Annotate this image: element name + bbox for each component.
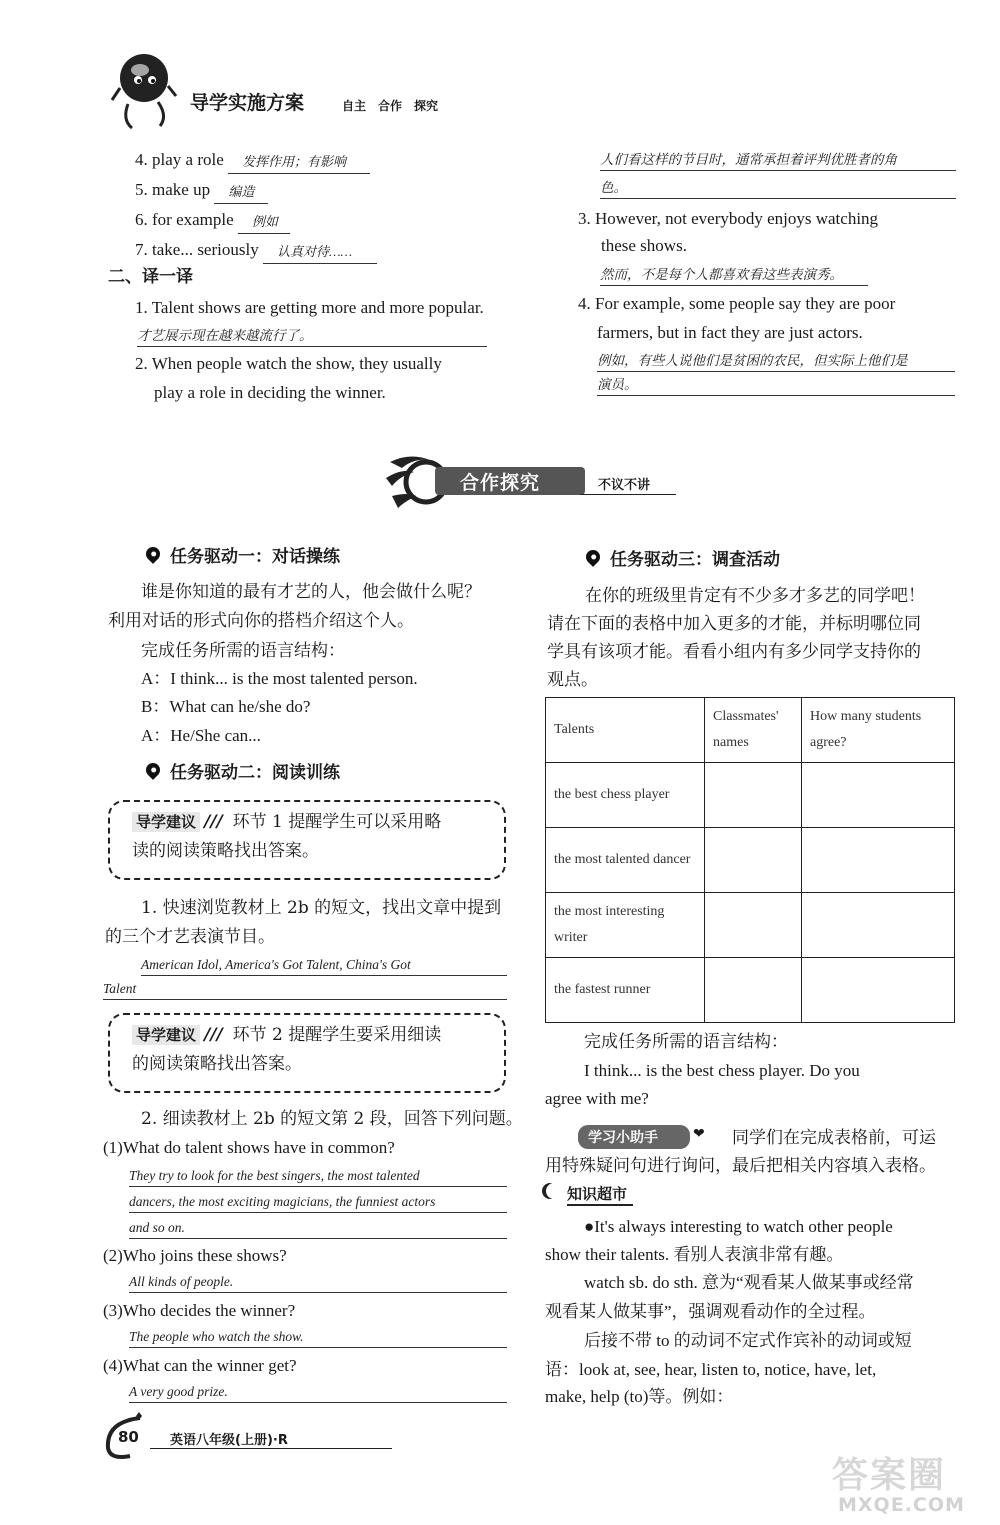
answer-1-line-2: dancers, the most exciting magicians, the funniest actors: [129, 1192, 507, 1213]
table-cell[interactable]: [802, 763, 955, 828]
table-row: [546, 893, 955, 958]
task2-q1-answer-line-2: Talent: [103, 979, 507, 1000]
question-2: (2)Who joins these shows?: [103, 1246, 287, 1265]
page-number: 80: [118, 1428, 139, 1446]
task3-structure-line-2: agree with me?: [545, 1089, 649, 1108]
table-cell: the most interesting writer: [546, 893, 705, 958]
table-cell: the best chess player: [546, 763, 705, 828]
task3-prompt-line-1: 在你的班级里肯定有不少多才多艺的同学吧！: [585, 586, 925, 606]
tip-box-1: 导学建议 /// 环节 1 提醒学生可以采用略 读的阅读策略找出答案。: [108, 800, 506, 880]
question-4: (4)What can the winner get?: [103, 1356, 297, 1375]
task3-structure-line-1: I think... is the best chess player. Do you: [584, 1061, 860, 1080]
task3-prompt-line-3: 学具有该项才能。看看小组内有多少同学支持你的: [547, 642, 921, 662]
task2-q1-answer-line-1: American Idol, America's Got Talent, China's Got: [141, 955, 507, 976]
translate-item-2-line-1: 2. When people watch the show, they usually: [135, 354, 442, 373]
section-banner: [380, 450, 680, 512]
helper-tag: 学习小助手: [588, 1130, 658, 1146]
vocab-item: 7. take... seriously 认真对待……: [135, 236, 377, 266]
table-row: [546, 763, 955, 828]
table-cell[interactable]: [705, 828, 802, 893]
translate-answer-4-line-2: 演员。: [597, 375, 955, 396]
watermark-main: 答案圈: [832, 1455, 947, 1496]
answer-1-line-3: and so on.: [129, 1218, 507, 1239]
table-header-cell: How many students agree?: [802, 698, 955, 763]
tip-box-2: 导学建议 /// 环节 2 提醒学生要采用细读 的阅读策略找出答案。: [108, 1013, 506, 1093]
knowledge-line-6: 语：look at, see, hear, listen to, notice, have, let,: [545, 1360, 877, 1379]
answer-blank: 认真对待……: [263, 241, 377, 264]
mascot-icon: [110, 40, 180, 135]
answer-blank: 发挥作用；有影响: [228, 151, 370, 174]
translate-heading: 二、译一译: [108, 267, 193, 287]
table-cell[interactable]: [705, 893, 802, 958]
knowledge-title: 知识超市: [567, 1183, 633, 1206]
tip-tag: 导学建议: [132, 1025, 200, 1045]
vocab-item: 6. for example 例如: [135, 206, 377, 236]
knowledge-line-5: 后接不带 to 的动词不定式作宾补的动词或短: [584, 1331, 912, 1350]
header-title: 导学实施方案: [190, 92, 305, 114]
knowledge-line-3: watch sb. do sth. 意为“观看某人做某事或经常: [584, 1273, 914, 1292]
task1-dialog-b: B：What can he/she do?: [141, 697, 311, 716]
task2-title: 任务驱动二：阅读训练: [146, 758, 340, 783]
helper-line-1: 同学们在完成表格前，可运: [732, 1128, 936, 1148]
table-cell[interactable]: [705, 763, 802, 828]
location-pin-icon: [143, 544, 163, 564]
task3-prompt-line-4: 观点。: [547, 670, 598, 690]
talents-table: [545, 697, 955, 1023]
watermark-url: MXQE.COM: [838, 1494, 965, 1516]
task1-title: 任务驱动一：对话操练: [146, 542, 340, 567]
slash-icon: ///: [204, 812, 223, 832]
table-cell[interactable]: [705, 958, 802, 1023]
task1-prompt-line-2: 利用对话的形式向你的搭档介绍这个人。: [108, 611, 414, 631]
translate-answer-3: 然而，不是每个人都喜欢看这些表演秀。: [600, 265, 868, 286]
answer-4: A very good prize.: [129, 1382, 507, 1403]
table-header-row: [546, 698, 955, 763]
table-cell[interactable]: [802, 828, 955, 893]
moon-icon: [546, 1183, 562, 1199]
vocab-item: 5. make up 编造: [135, 176, 377, 206]
translate-item-3-line-1: 3. However, not everybody enjoys watching: [578, 209, 879, 228]
slash-icon: ///: [204, 1025, 223, 1045]
answer-3: The people who watch the show.: [129, 1327, 507, 1348]
header: [100, 40, 520, 140]
table-cell[interactable]: [802, 893, 955, 958]
task1-dialog-a: A：I think... is the most talented person.: [141, 669, 418, 688]
location-pin-icon: [583, 547, 603, 567]
book-title: 英语八年级(上册)·R: [170, 1433, 288, 1448]
task1-structure-label: 完成任务所需的语言结构：: [141, 641, 345, 661]
location-pin-icon: [143, 760, 163, 780]
translate-item-2-line-2: play a role in deciding the winner.: [154, 383, 386, 402]
translate-item-3-line-2: these shows.: [601, 236, 687, 255]
task3-prompt-line-2: 请在下面的表格中加入更多的才能，并标明哪位同: [547, 614, 921, 634]
helper-line-2: 用特殊疑问句进行询问，最后把相关内容填入表格。: [545, 1156, 936, 1176]
banner-subtitle: 不议不讲: [598, 478, 651, 493]
translate-answer-2-line-1: 人们看这样的节目时，通常承担着评判优胜者的角: [600, 150, 956, 171]
answer-blank: 编造: [214, 181, 268, 204]
translate-answer-1: 才艺展示现在越来越流行了。: [137, 326, 487, 347]
translate-item-4-line-2: farmers, but in fact they are just actors.: [597, 323, 863, 342]
translate-answer-2-line-2: 色。: [600, 178, 956, 199]
answer-1-line-1: They try to look for the best singers, the most talented: [129, 1166, 507, 1187]
task1-dialog-c: A：He/She can...: [141, 726, 261, 745]
table-header-cell: Talents: [546, 698, 705, 763]
task1-prompt-line-1: 谁是你知道的最有才艺的人，他会做什么呢？: [141, 582, 481, 602]
table-row: [546, 828, 955, 893]
knowledge-line-2: show their talents. 看别人表演非常有趣。: [545, 1245, 844, 1264]
task2-q1-line-2: 的三个才艺表演节目。: [105, 927, 275, 947]
table-cell: the fastest runner: [546, 958, 705, 1023]
task2-q1-line-1: 1. 快速浏览教材上 2b 的短文，找出文章中提到: [141, 898, 502, 918]
footer-rule: [150, 1448, 392, 1449]
knowledge-line-1: ●It's always interesting to watch other people: [584, 1217, 893, 1236]
task3-title: 任务驱动三：调查活动: [586, 545, 780, 570]
banner-title: 合作探究: [460, 472, 541, 494]
knowledge-line-4: 观看某人做某事”，强调观看动作的全过程。: [545, 1302, 876, 1321]
translate-answer-4-line-1: 例如，有些人说他们是贫困的农民，但实际上他们是: [597, 351, 955, 372]
table-row: [546, 958, 955, 1023]
knowledge-line-7: make, help (to)等。例如：: [545, 1387, 734, 1406]
task3-structure-label: 完成任务所需的语言结构：: [584, 1032, 788, 1052]
vocab-item: 4. play a role 发挥作用；有影响: [135, 146, 377, 176]
task2-q2-intro: 2. 细读教材上 2b 的短文第 2 段，回答下列问题。: [141, 1109, 523, 1129]
banner-underline: [580, 494, 676, 495]
header-tags: 自主 合作 探究: [342, 99, 439, 113]
table-cell: the most talented dancer: [546, 828, 705, 893]
answer-blank: 例如: [238, 211, 290, 234]
table-cell[interactable]: [802, 958, 955, 1023]
answer-2: All kinds of people.: [129, 1272, 507, 1293]
heart-icon: ❤: [693, 1126, 705, 1142]
table-header-cell: Classmates' names: [705, 698, 802, 763]
tip-tag: 导学建议: [132, 812, 200, 832]
question-1: (1)What do talent shows have in common?: [103, 1138, 395, 1157]
vocab-list: [135, 146, 377, 266]
translate-item-1: 1. Talent shows are getting more and more popular.: [135, 298, 484, 317]
question-3: (3)Who decides the winner?: [103, 1301, 296, 1320]
translate-item-4-line-1: 4. For example, some people say they are poor: [578, 294, 896, 313]
